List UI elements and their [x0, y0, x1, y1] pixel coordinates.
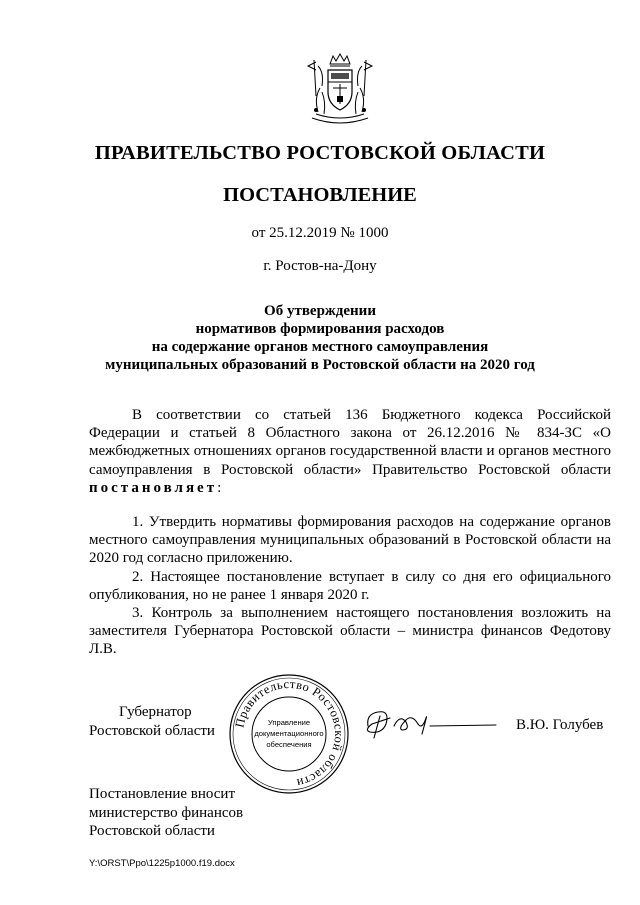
official-stamp — [227, 672, 351, 796]
file-path: Y:\ORST\Ppo\1225p1000.f19.docx — [89, 858, 235, 869]
preamble — [89, 406, 611, 497]
document-title — [0, 302, 640, 374]
stamp-center-line: документационного — [254, 729, 324, 738]
preamble-tail: : — [217, 479, 222, 496]
stamp-center-line: Управление — [267, 718, 311, 727]
date-number: от 25.12.2019 № 1000 — [251, 225, 389, 241]
stamp-ring-text: Правительство Ростовской области — [232, 676, 347, 791]
position-line: Ростовской области — [89, 722, 215, 739]
place: г. Ростов-на-Дону — [263, 258, 377, 274]
signer-name: В.Ю. Голубев — [516, 717, 604, 733]
title-line: муниципальных образований в Ростовской области на 2020 год — [105, 357, 535, 373]
decree-word: постановляет — [89, 479, 218, 496]
resolution-item: 3. Контроль за выполнением настоящего постановления возложить на заместителя Губернатора Ростовской области – министра финансов Федотову Л.В. — [89, 605, 611, 658]
resolution-items — [89, 513, 611, 659]
resolution-item: 1. Утвердить нормативы формирования расходов на содержание органов местного самоуправления муниципальных образований в Ростовской области на 2020 год согласно приложению. — [89, 514, 611, 567]
position-line: Губернатор — [119, 704, 192, 720]
document-type-heading: ПОСТАНОВЛЕНИЕ — [223, 184, 417, 206]
stamp-center-line: обеспечения — [266, 740, 312, 749]
submitted-by-line: Ростовской области — [89, 823, 215, 839]
title-line: на содержание органов местного самоуправления — [151, 339, 489, 355]
resolution-item: 2. Настоящее постановление вступает в силу со дня его официального опубликования, но не ранее 1 января 2020 г. — [89, 568, 611, 603]
preamble-text: В соответствии со статьей 136 Бюджетного кодекса Российской Федерации и статьей 8 Областного закона от 26.12.2016 № 834-ЗС «О межбюджетных отношениях органов государственной власти и органов местного самоуправления в Ростовской области» Правительство Ростовской области — [89, 407, 611, 478]
coat-of-arms-emblem — [300, 52, 380, 130]
submitted-by-line: министерство финансов — [89, 804, 244, 821]
handwritten-signature — [360, 704, 500, 744]
title-line: Об утверждении — [264, 303, 376, 319]
organization-heading: ПРАВИТЕЛЬСТВО РОСТОВСКОЙ ОБЛАСТИ — [94, 142, 546, 164]
submitted-by-line: Постановление вносит — [89, 786, 236, 802]
submitted-by — [89, 785, 243, 841]
title-line: нормативов формирования расходов — [195, 321, 445, 337]
